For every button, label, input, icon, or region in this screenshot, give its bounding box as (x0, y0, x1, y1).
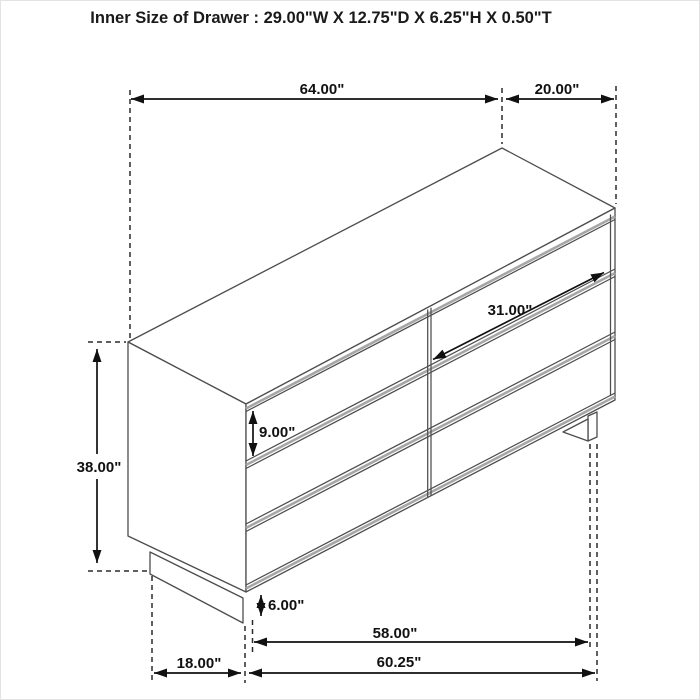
dimension-label-base-height: 6.00" (268, 597, 305, 614)
dimension-base-height (261, 595, 304, 616)
dimension-label-overall-bottom-width: 60.25" (376, 654, 422, 671)
dimension-label-top-depth: 20.00" (534, 81, 580, 98)
dresser-illustration (128, 148, 615, 623)
page-title: Inner Size of Drawer : 29.00"W X 12.75"D X 6.25"H X 0.50"T (90, 9, 552, 27)
dimension-label-top-width: 64.00" (299, 81, 345, 98)
dimension-label-overall-height: 38.00" (76, 459, 122, 476)
dimension-label-base-width: 58.00" (372, 625, 418, 642)
dimension-label-drawer-width: 31.00" (487, 302, 533, 319)
base-right-leg (588, 412, 597, 441)
dimension-label-bottom-depth: 18.00" (176, 655, 222, 672)
dimension-label-drawer-front-height: 9.00" (259, 424, 296, 441)
